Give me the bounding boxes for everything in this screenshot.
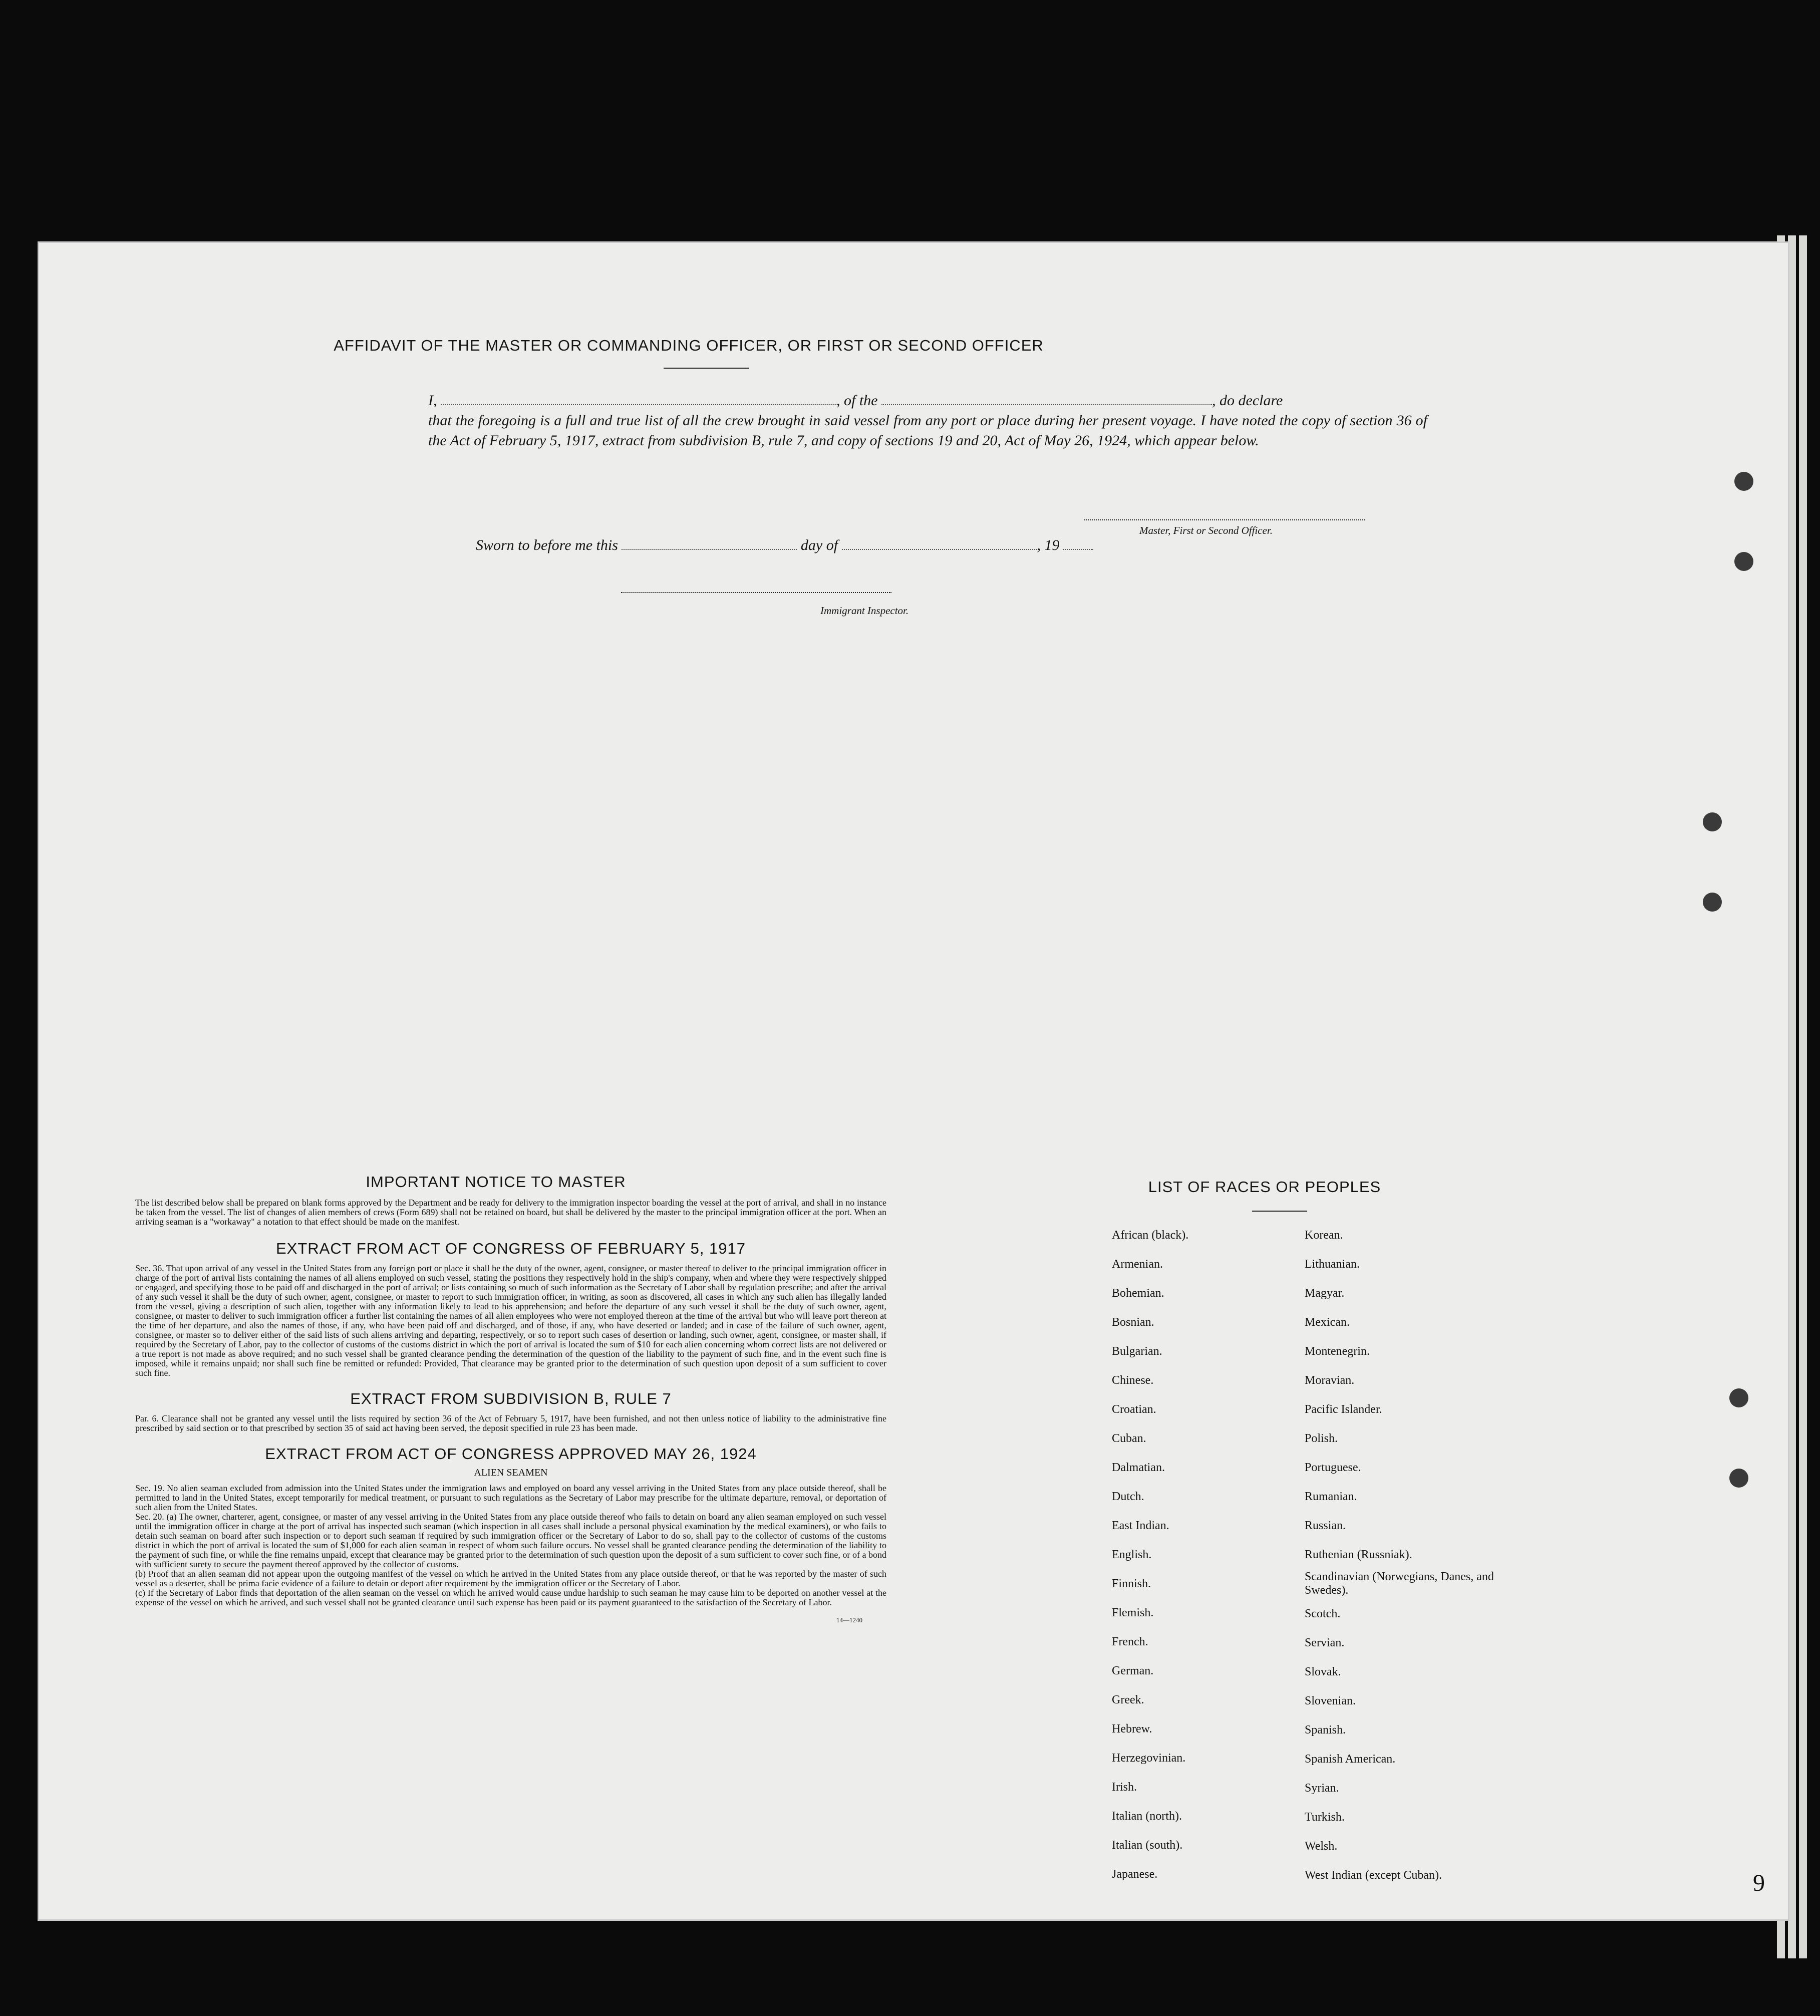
- binding-hole: [1729, 1388, 1748, 1407]
- race-item: Magyar.: [1305, 1287, 1345, 1300]
- extract-1917-title: EXTRACT FROM ACT OF CONGRESS OF FEBRUARY 5, 1917: [275, 1240, 746, 1257]
- bleed-through: [38, 241, 1789, 1921]
- race-item: Pacific Islander.: [1305, 1403, 1382, 1416]
- race-item: English.: [1112, 1548, 1152, 1561]
- race-item: Lithuanian.: [1305, 1258, 1360, 1271]
- of-the-label: , of the: [836, 392, 878, 409]
- title-rule: [664, 368, 749, 369]
- race-item: Irish.: [1112, 1781, 1137, 1794]
- vessel-name-field[interactable]: [881, 404, 1212, 405]
- race-item: West Indian (except Cuban).: [1305, 1869, 1442, 1882]
- sec19-text: Sec. 19. No alien seaman excluded from admission into the United States under the immigration laws and employed on board any vessel arriving in the United States from any place outside thereof, shall be permitted to land in the United States, except temporarily for medical treatment, or pursuant to such regulations as the Secretary of Labor may prescribe for the ultimate departure, removal, or deportation of such alien from the United States.: [135, 1483, 886, 1512]
- race-item: Armenian.: [1112, 1258, 1163, 1271]
- master-signature-line: [1084, 519, 1365, 520]
- race-item: Rumanian.: [1305, 1490, 1357, 1503]
- i-label: I,: [428, 392, 437, 409]
- race-item: Greek.: [1112, 1693, 1144, 1706]
- page-edge-3: [1799, 235, 1807, 1958]
- races-title: LIST OF RACES OR PEOPLES: [1148, 1178, 1381, 1196]
- notice-title: IMPORTANT NOTICE TO MASTER: [366, 1173, 626, 1191]
- race-item: Bulgarian.: [1112, 1345, 1162, 1358]
- notice-text: The list described below shall be prepared on blank forms approved by the Department and be ready for delivery to the immigration inspector boarding the vessel at the port of arrival, and shall in no instance be taken from the vessel. The list of changes of alien members of crews (Form 689) shall not be retained on board, but shall be delivered by the master to the principal immigration officer at the port. When an arriving seaman is a "workaway" a notation to that effect should be made on the manifest.: [135, 1198, 886, 1227]
- rule7-text: Par. 6. Clearance shall not be granted any vessel until the lists required by section 36 of the Act of February 5, 1917, have been furnished, and not then unless notice of liability to the administrative fine prescribed by said section or to that prescribed by section 35 of said act having been served, the deposit specified in rule 23 has been made.: [135, 1413, 886, 1433]
- binding-hole: [1734, 472, 1753, 491]
- race-item: Croatian.: [1112, 1403, 1156, 1416]
- rule7-title: EXTRACT FROM SUBDIVISION B, RULE 7: [350, 1390, 672, 1407]
- race-item: Dalmatian.: [1112, 1461, 1165, 1474]
- sworn-year-field[interactable]: [1063, 549, 1093, 550]
- race-item: French.: [1112, 1635, 1148, 1648]
- document-page: [38, 241, 1789, 1921]
- race-item: Polish.: [1305, 1432, 1338, 1445]
- race-item: Spanish American.: [1305, 1753, 1396, 1766]
- race-item: Korean.: [1305, 1229, 1343, 1242]
- race-item: Dutch.: [1112, 1490, 1144, 1503]
- sworn-month-field[interactable]: [842, 549, 1037, 550]
- sec20b-text: (b) Proof that an alien seaman did not appear upon the outgoing manifest of the vessel on which he arrived in the United States from any place outside thereof, or that he was reported by the master of such vessel as a deserter, shall be prima facie evidence of a failure to detain or deport after requirement by the immigration officer or the Secretary of Labor.: [135, 1569, 886, 1588]
- declaration-body: that the foregoing is a full and true list of all the crew brought in said vessel from any port or place during her present voyage. I have noted the copy of section 36 of the Act of February 5, 1917, extract from subdivision B, rule 7, and copy of sections 19 and 20, Act of May 26, 1924, which appear below.: [428, 412, 1427, 449]
- binding-hole: [1729, 1469, 1748, 1488]
- alien-seamen-subtitle: ALIEN SEAMEN: [474, 1467, 548, 1478]
- race-item: Mexican.: [1305, 1316, 1350, 1329]
- race-item: Italian (north).: [1112, 1810, 1182, 1823]
- races-right-list: [1305, 1221, 1515, 1890]
- race-item: Ruthenian (Russniak).: [1305, 1548, 1412, 1561]
- race-item: Welsh.: [1305, 1840, 1338, 1853]
- sworn-line: [476, 537, 1093, 554]
- race-item: Herzegovinian.: [1112, 1752, 1186, 1765]
- race-item: Montenegrin.: [1305, 1345, 1370, 1358]
- officer-name-field[interactable]: [441, 404, 836, 405]
- race-item: Chinese.: [1112, 1374, 1154, 1387]
- affidavit-declaration: [428, 391, 1427, 451]
- race-item: Japanese.: [1112, 1868, 1158, 1881]
- day-of-label: day of: [800, 537, 838, 553]
- race-item: German.: [1112, 1664, 1154, 1677]
- page-mark: 9: [1753, 1870, 1765, 1896]
- extract-1924-title: EXTRACT FROM ACT OF CONGRESS APPROVED MAY 26, 1924: [265, 1445, 757, 1463]
- race-item: Slovak.: [1305, 1665, 1341, 1678]
- race-item: Hebrew.: [1112, 1722, 1152, 1736]
- year-label: , 19: [1037, 537, 1060, 553]
- race-item: Scotch.: [1305, 1607, 1341, 1620]
- race-item: Bosnian.: [1112, 1316, 1154, 1329]
- race-item: Russian.: [1305, 1519, 1346, 1532]
- inspector-label: Immigrant Inspector.: [820, 605, 909, 617]
- form-number: 14—1240: [836, 1616, 862, 1624]
- race-item: Scandinavian (Norwegians, Danes, and Swedes).: [1305, 1570, 1494, 1597]
- sec20c-text: (c) If the Secretary of Labor finds that deportation of the alien seaman on the vessel on which he arrived would cause undue hardship to such seaman he may cause him to be deported on another vessel at the expense of the vessel on which he arrived, and such vessel shall not be granted clearance until such expense has been paid or its payment guaranteed to the satisfaction of the Secretary of Labor.: [135, 1588, 886, 1607]
- sec20a-text: Sec. 20. (a) The owner, charterer, agent, consignee, or master of any vessel arriving in the United States from any place outside thereof who fails to detain on board any alien seaman employed on such vessel until the immigration officer in charge at the port of arrival has inspected such seaman (which inspection in all cases shall include a personal physical examination by the medical examiners), or who fails to detain such seaman on board after such inspection or to deport such seaman if required by such immigration officer or the Secretary of Labor to do so, shall pay to the collector of customs of the customs district in which the port of arrival is located the sum of $1,000 for each alien seaman in respect of whom such failure occurs. No vessel shall be granted clearance pending the determination of the liability to the payment of such fine, or while the fine remains unpaid, except that clearance may be granted prior to the determination of such question upon the deposit of a sum sufficient to cover such fine, or of a bond with sufficient surety to secure the payment thereof approved by the collector of customs.: [135, 1512, 886, 1569]
- race-item: East Indian.: [1112, 1519, 1169, 1532]
- sworn-day-field[interactable]: [622, 549, 797, 550]
- left-column: [135, 1173, 886, 1624]
- race-item: Servian.: [1305, 1636, 1345, 1649]
- binding-hole: [1734, 552, 1753, 571]
- race-item: Spanish.: [1305, 1723, 1346, 1737]
- race-item: African (black).: [1112, 1229, 1189, 1242]
- race-item: Portuguese.: [1305, 1461, 1361, 1474]
- race-item: Flemish.: [1112, 1606, 1154, 1619]
- binding-hole: [1703, 893, 1722, 912]
- races-rule: [1252, 1211, 1307, 1212]
- binding-hole: [1703, 812, 1722, 831]
- do-declare-label: , do declare: [1212, 392, 1283, 409]
- race-item: Moravian.: [1305, 1374, 1355, 1387]
- race-item: Finnish.: [1112, 1577, 1151, 1590]
- race-item: Cuban.: [1112, 1432, 1146, 1445]
- inspector-signature-line: [621, 592, 891, 593]
- extract-1917-text: Sec. 36. That upon arrival of any vessel in the United States from any foreign port or place it shall be the duty of the owner, agent, consignee, or master thereof to deliver to the principal immigration officer in charge of the port of arrival lists containing the names of all aliens employed on such vessel, stating the positions they respectively hold in the ship's company, when and where they were respectively shipped or engaged, and specifying those to be paid off and discharged in the port of arrival; or lists containing so much of such information as the Secretary of Labor shall by regulation prescribe; and after the arrival of any such vessel it shall be the duty of such owner, agent, consignee, or master to report to such immigration officer, in writing, as soon as discovered, all cases in which any such alien has illegally landed from the vessel, giving a description of such alien, together with any information likely to lead to his apprehension; and before the departure of any such vessel it shall be the duty of such owner, agent, consignee, or master to deliver to such immigration officer a further list containing the names of all alien employees who were not employed thereon at the time of the arrival but who will leave port thereon at the time of her departure, and also the names of those, if any, who have been paid off and discharged, and of those, if any, who have deserted or landed; and in case of the failure of such owner, agent, consignee, or master so to deliver either of the said lists of such aliens arriving and departing, respectively, or so to report such cases of desertion or landing, such owner, agent, consignee, or master shall, if required by the Secretary of Labor, pay to the collector of customs of the customs district in which the port of arrival is located the sum of $10 for each alien concerning whom correct lists are not delivered or a true report is not made as above required; and no such vessel shall be granted clearance pending the determination of the question of the liability to the payment of such fine, and in the event such fine is imposed, while it remains unpaid; nor shall such fine be remitted or refunded: Provided, That clearance may be granted prior to the determination of such question upon deposit of a sum sufficient to cover such fine.: [135, 1263, 886, 1378]
- race-item: Italian (south).: [1112, 1839, 1183, 1852]
- master-signature-label: Master, First or Second Officer.: [1139, 524, 1273, 536]
- race-item: Slovenian.: [1305, 1694, 1356, 1707]
- affidavit-title: AFFIDAVIT OF THE MASTER OR COMMANDING OFFICER, OR FIRST OR SECOND OFFICER: [334, 337, 1044, 354]
- race-item: Turkish.: [1305, 1811, 1345, 1824]
- race-item: Bohemian.: [1112, 1287, 1164, 1300]
- sworn-label: Sworn to before me this: [476, 537, 618, 553]
- declaration-first-line: [428, 391, 1427, 411]
- race-item: Syrian.: [1305, 1782, 1339, 1795]
- races-left-list: [1112, 1221, 1282, 1889]
